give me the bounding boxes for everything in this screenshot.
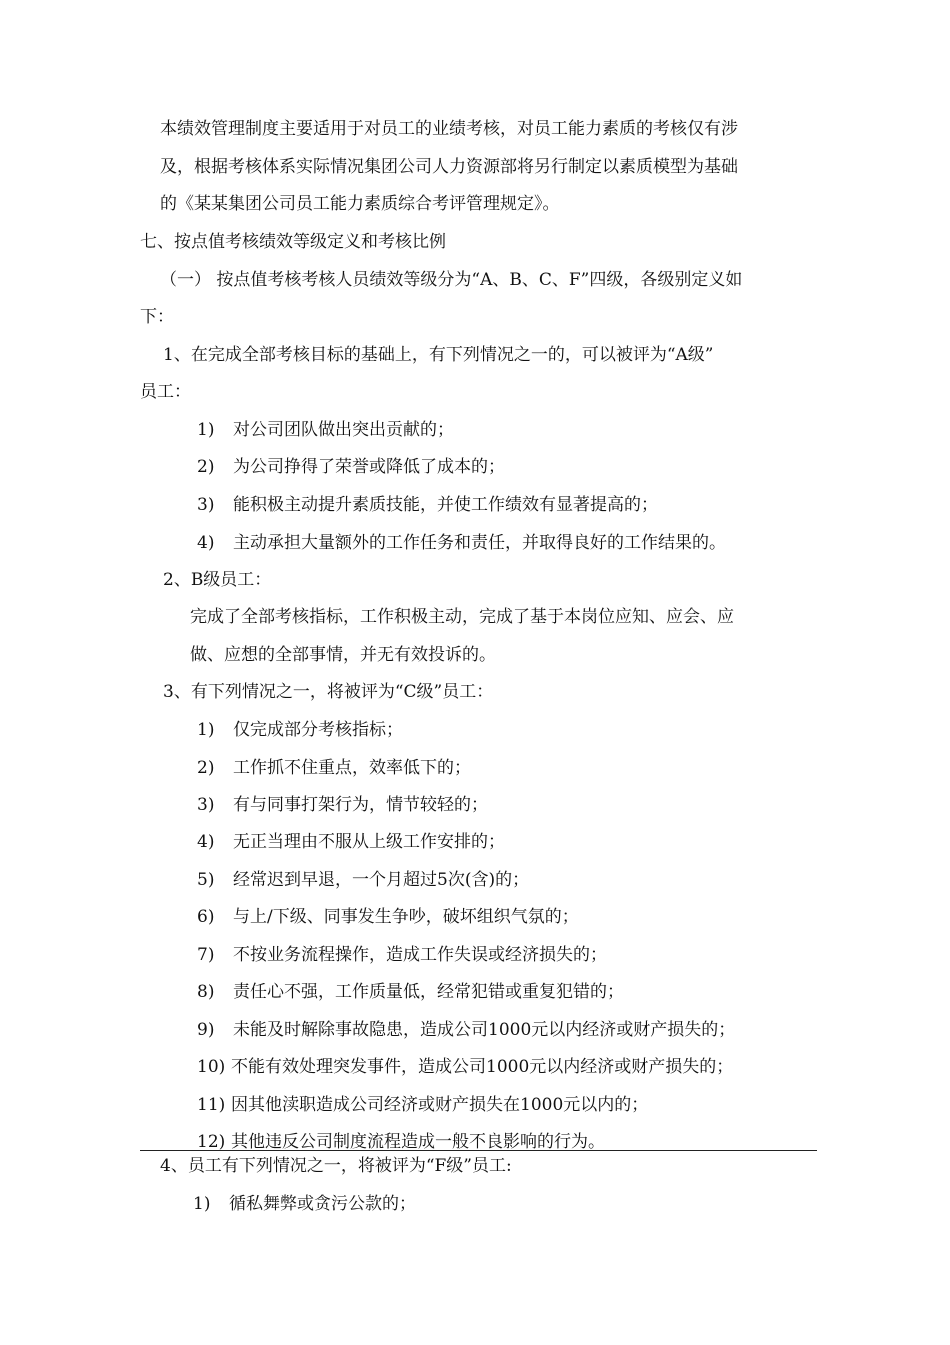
grade-f-item: 1) 循私舞弊或贪污公款的；: [193, 1194, 416, 1214]
intro-line-1: 本绩效管理制度主要适用于对员工的业绩考核，对员工能力素质的考核仅有涉: [160, 119, 738, 139]
grade-b-body-1: 完成了全部考核指标，工作积极主动，完成了基于本岗位应知、应会、应: [190, 607, 734, 627]
grade-c-item: 10) 不能有效处理突发事件，造成公司1000元以内经济或财产损失的；: [197, 1057, 734, 1077]
grade-a-item: 1) 对公司团队做出突出贡献的；: [197, 420, 454, 440]
intro-line-2: 及，根据考核体系实际情况集团公司人力资源部将另行制定以素质模型为基础: [160, 157, 738, 177]
grade-c-item: 9) 未能及时解除事故隐患，造成公司1000元以内经济或财产损失的；: [197, 1020, 736, 1040]
page-divider: [140, 1150, 817, 1151]
grade-b-body-2: 做、应想的全部事情，并无有效投诉的。: [190, 645, 496, 665]
grade-c-item: 7) 不按业务流程操作，造成工作失误或经济损失的；: [197, 945, 607, 965]
grade-a-heading-2: 员工：: [140, 382, 191, 402]
subsection-line-2: 下：: [140, 307, 174, 327]
section-heading: 七、按点值考核绩效等级定义和考核比例: [140, 232, 446, 252]
grade-a-item: 3) 能积极主动提升素质技能，并使工作绩效有显著提高的；: [197, 495, 658, 515]
grade-c-item: 11) 因其他渎职造成公司经济或财产损失在1000元以内的；: [197, 1095, 649, 1115]
grade-c-item: 1) 仅完成部分考核指标；: [197, 720, 403, 740]
grade-a-item: 2) 为公司挣得了荣誉或降低了成本的；: [197, 457, 505, 477]
grade-a-heading-1: 1、在完成全部考核目标的基础上，有下列情况之一的，可以被评为“A级”: [163, 345, 714, 365]
grade-c-item: 2) 工作抓不住重点，效率低下的；: [197, 758, 471, 778]
subsection-line-1: （一） 按点值考核考核人员绩效等级分为“A、B、C、F”四级，各级别定义如: [160, 270, 743, 290]
grade-c-item: 6) 与上/下级、同事发生争吵，破坏组织气氛的；: [197, 907, 579, 927]
grade-c-item: 4) 无正当理由不服从上级工作安排的；: [197, 832, 505, 852]
grade-a-item: 4) 主动承担大量额外的工作任务和责任，并取得良好的工作结果的。: [197, 533, 726, 553]
grade-f-heading: 4、员工有下列情况之一，将被评为“F级”员工:: [160, 1156, 512, 1176]
grade-c-item: 5) 经常迟到早退，一个月超过5次(含)的；: [197, 870, 530, 890]
grade-c-item: 3) 有与同事打架行为，情节较轻的；: [197, 795, 488, 815]
grade-c-heading: 3、有下列情况之一，将被评为“C级”员工：: [163, 682, 494, 702]
grade-b-heading: 2、B级员工：: [163, 570, 272, 590]
grade-c-item: 8) 责任心不强，工作质量低，经常犯错或重复犯错的；: [197, 982, 624, 1002]
grade-c-item: 12) 其他违反公司制度流程造成一般不良影响的行为。: [197, 1132, 605, 1152]
intro-line-3: 的《某某集团公司员工能力素质综合考评管理规定》。: [160, 194, 560, 214]
